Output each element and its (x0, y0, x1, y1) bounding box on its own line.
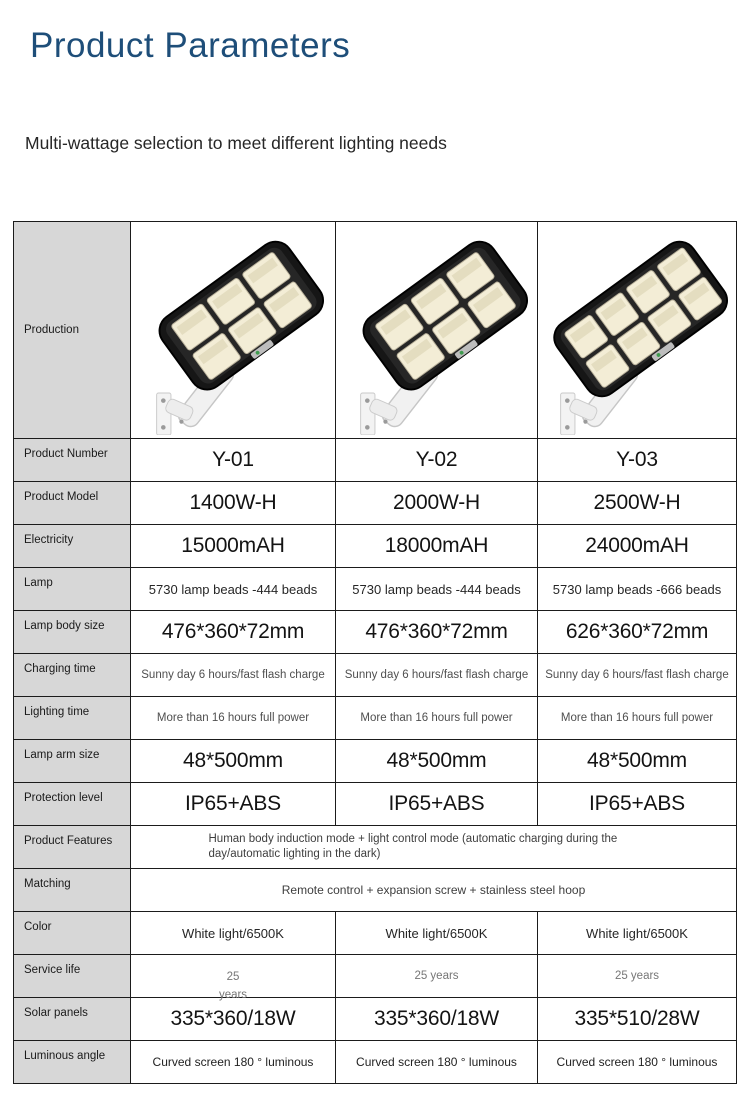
table-row-solar-panels (14, 998, 737, 1041)
cell-value: 2000W-H (336, 482, 538, 525)
row-label: Luminous angle (14, 1041, 131, 1084)
product-image-cell-y03 (538, 222, 737, 439)
row-label: Electricity (14, 525, 131, 568)
cell-value: 2500W-H (538, 482, 737, 525)
street-light-6-module-image (339, 225, 535, 435)
cell-value: Curved screen 180 ° luminous (131, 1041, 336, 1084)
table-row-lamp (14, 568, 737, 611)
product-features-text: Human body induction mode + light control mode (automatic charging during the day/automatic lighting in the dark) (208, 833, 618, 860)
table-row-matching (14, 869, 737, 912)
cell-value: More than 16 hours full power (336, 697, 538, 740)
cell-value: 48*500mm (336, 740, 538, 783)
cell-value: 25 years (336, 955, 538, 998)
table-row-luminous-angle (14, 1041, 737, 1084)
cell-value: Y-03 (538, 439, 737, 482)
cell-value: 5730 lamp beads -444 beads (336, 568, 538, 611)
row-label-production: Production (14, 222, 131, 439)
cell-value: Sunny day 6 hours/fast flash charge (131, 654, 336, 697)
cell-value: 476*360*72mm (336, 611, 538, 654)
cell-value: 18000mAH (336, 525, 538, 568)
cell-value: 25 years (538, 955, 737, 998)
cell-value: White light/6500K (538, 912, 737, 955)
row-label: Lamp body size (14, 611, 131, 654)
cell-value: More than 16 hours full power (131, 697, 336, 740)
page-subtitle: Multi-wattage selection to meet different lighting needs (25, 133, 447, 153)
table-row-service-life (14, 955, 737, 998)
table-row-lighting-time (14, 697, 737, 740)
row-label: Protection level (14, 783, 131, 826)
row-label: Service life (14, 955, 131, 998)
table-row-product-features (14, 826, 737, 869)
cell-value: Curved screen 180 ° luminous (538, 1041, 737, 1084)
cell-value: 335*360/18W (336, 998, 538, 1041)
row-label: Lamp arm size (14, 740, 131, 783)
cell-value: More than 16 hours full power (538, 697, 737, 740)
row-label: Color (14, 912, 131, 955)
product-image-cell-y02 (336, 222, 538, 439)
cell-value: IP65+ABS (538, 783, 737, 826)
street-light-6-module-image (135, 225, 331, 435)
row-label: Product Features (14, 826, 131, 869)
cell-value: Sunny day 6 hours/fast flash charge (538, 654, 737, 697)
cell-value: 1400W-H (131, 482, 336, 525)
cell-value: 15000mAH (131, 525, 336, 568)
cell-value: 5730 lamp beads -444 beads (131, 568, 336, 611)
cell-value: 24000mAH (538, 525, 737, 568)
cell-value: 5730 lamp beads -666 beads (538, 568, 737, 611)
cell-value: White light/6500K (336, 912, 538, 955)
cell-value: Y-02 (336, 439, 538, 482)
cell-value: Y-01 (131, 439, 336, 482)
row-label: Charging time (14, 654, 131, 697)
cell-value: IP65+ABS (131, 783, 336, 826)
cell-value-span (131, 826, 737, 869)
table-row-charging-time (14, 654, 737, 697)
table-row-product-number (14, 439, 737, 482)
cell-value: 48*500mm (538, 740, 737, 783)
cell-value: 476*360*72mm (131, 611, 336, 654)
cell-value: 626*360*72mm (538, 611, 737, 654)
product-image-cell-y01 (131, 222, 336, 439)
table-row-electricity (14, 525, 737, 568)
page-title: Product Parameters (30, 26, 351, 65)
row-label: Matching (14, 869, 131, 912)
service-life-wrapped-value: 25 years (218, 971, 248, 1001)
cell-value: 48*500mm (131, 740, 336, 783)
cell-value: Sunny day 6 hours/fast flash charge (336, 654, 538, 697)
table-row-protection-level (14, 783, 737, 826)
table-row-color (14, 912, 737, 955)
cell-value: IP65+ABS (336, 783, 538, 826)
cell-value-span (131, 869, 737, 912)
cell-value: 335*360/18W (131, 998, 336, 1041)
row-label: Solar panels (14, 998, 131, 1041)
cell-value: White light/6500K (131, 912, 336, 955)
table-row-lamp-arm-size (14, 740, 737, 783)
cell-value: 335*510/28W (538, 998, 737, 1041)
cell-value (131, 955, 336, 1001)
row-label: Lighting time (14, 697, 131, 740)
row-label: Product Model (14, 482, 131, 525)
row-label: Lamp (14, 568, 131, 611)
product-parameters-table (13, 221, 737, 1084)
table-row-lamp-body-size (14, 611, 737, 654)
street-light-8-module-image (539, 225, 735, 435)
cell-value: Curved screen 180 ° luminous (336, 1041, 538, 1084)
table-row-production (14, 222, 737, 439)
row-label: Product Number (14, 439, 131, 482)
table-row-product-model (14, 482, 737, 525)
matching-text: Remote control + expansion screw + stainless steel hoop (281, 883, 586, 897)
